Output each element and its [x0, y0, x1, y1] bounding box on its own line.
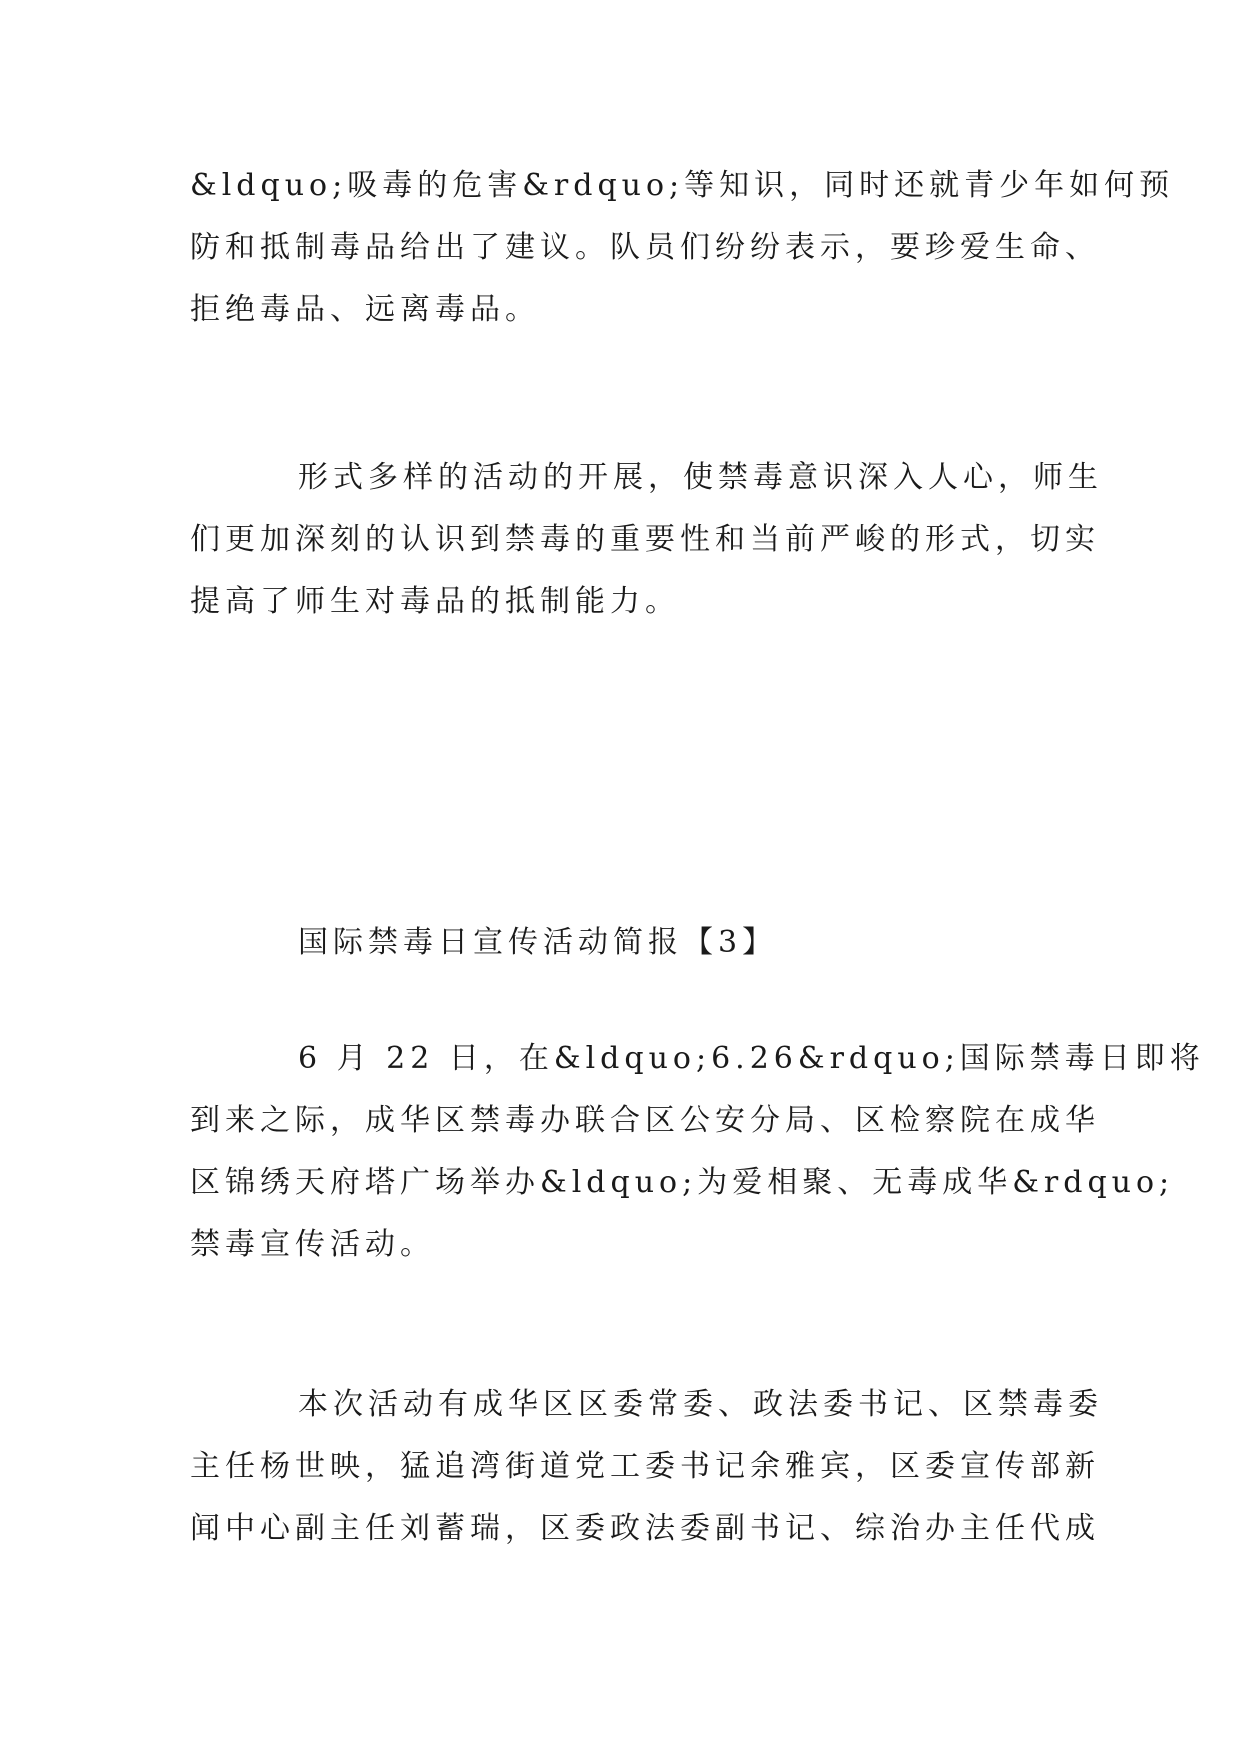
paragraph-line: 到来之际，成华区禁毒办联合区公安分局、区检察院在成华: [190, 1103, 1100, 1138]
paragraph-line: 主任杨世映，猛追湾街道党工委书记余雅宾，区委宣传部新: [190, 1449, 1100, 1484]
paragraph-line: 形式多样的活动的开展，使禁毒意识深入人心，师生: [298, 460, 1103, 495]
section-heading: [190, 912, 777, 974]
paragraph-line: 本次活动有成华区区委常委、政法委书记、区禁毒委: [298, 1387, 1103, 1422]
paragraph-line: 提高了师生对毒品的抵制能力。: [190, 584, 680, 619]
paragraph-line: 6 月 22 日，在&ldquo;6.26&rdquo;国际禁毒日即将: [298, 1041, 1205, 1076]
paragraph-event-announcement: [190, 1028, 1205, 1276]
paragraph-line: 们更加深刻的认识到禁毒的重要性和当前严峻的形式，切实: [190, 522, 1100, 557]
paragraph-line: &ldquo;吸毒的危害&rdquo;等知识，同时还就青少年如何预: [190, 168, 1175, 203]
paragraph-line: 区锦绣天府塔广场举办&ldquo;为爱相聚、无毒成华&rdquo;: [190, 1165, 1175, 1200]
paragraph-line: 闻中心副主任刘蓄瑞，区委政法委副书记、综治办主任代成: [190, 1511, 1100, 1546]
paragraph-line: 拒绝毒品、远离毒品。: [190, 292, 540, 327]
paragraph-line: 禁毒宣传活动。: [190, 1227, 435, 1262]
paragraph-attendees: [190, 1374, 1103, 1560]
paragraph-activity-summary: [190, 447, 1103, 633]
section-heading-text: 国际禁毒日宣传活动简报【3】: [298, 925, 778, 960]
paragraph-drug-harm-knowledge: [190, 155, 1174, 341]
paragraph-line: 防和抵制毒品给出了建议。队员们纷纷表示，要珍爱生命、: [190, 230, 1100, 265]
